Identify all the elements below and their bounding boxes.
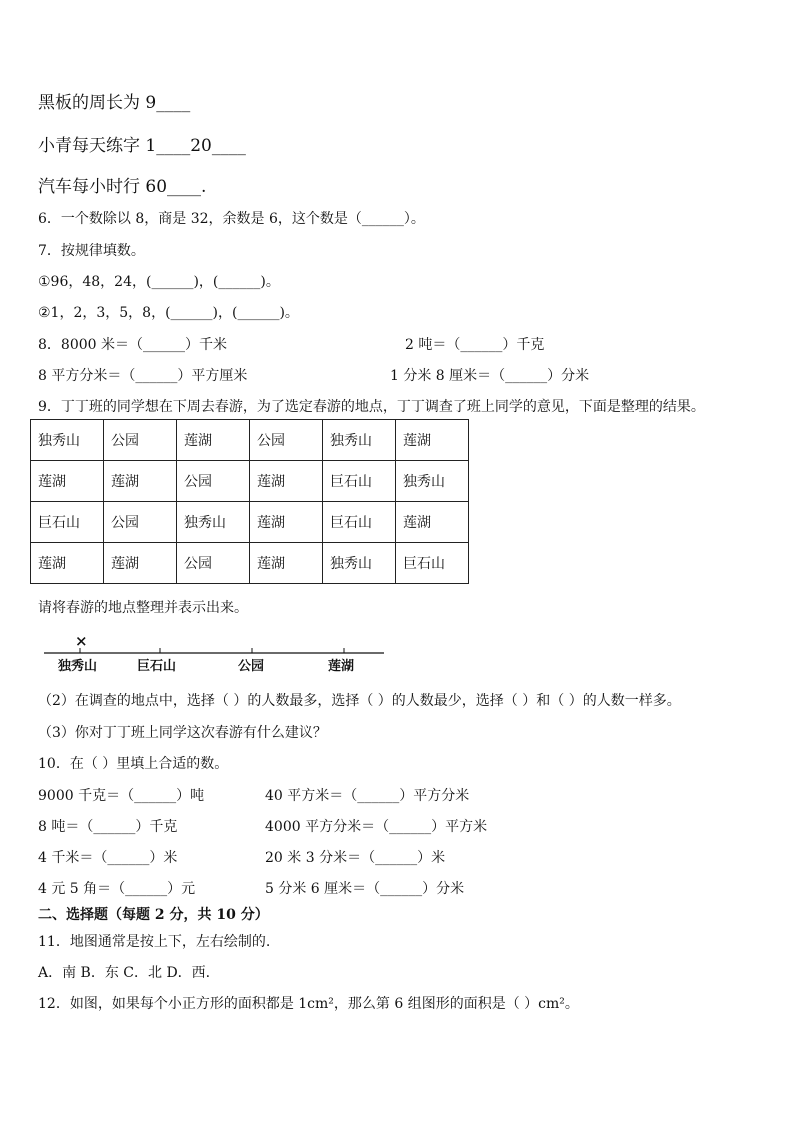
question-10: 10．在（ ）里填上合适的数。 — [38, 756, 229, 772]
axis-label-jushishan: 巨石山 — [137, 659, 177, 674]
question-8-item-3: 8 平方分米＝（______）平方厘米 — [38, 368, 248, 384]
question-7-part-1: ①96，48，24，(______)，(______)。 — [38, 274, 280, 290]
table-cell: 莲湖 — [250, 543, 323, 584]
table-cell: 公园 — [104, 420, 177, 461]
section-2-heading: 二、选择题（每题 2 分，共 10 分） — [38, 907, 269, 923]
axis-label-duxiushan: 独秀山 — [58, 659, 98, 674]
table-cell: 莲湖 — [104, 461, 177, 502]
table-cell: 莲湖 — [31, 461, 104, 502]
survey-table — [30, 419, 469, 584]
question-6: 6．一个数除以 8，商是 32，余数是 6，这个数是（______）。 — [38, 211, 425, 227]
table-cell: 巨石山 — [323, 502, 396, 543]
question-10-item-2: 40 平方米＝（______）平方分米 — [265, 788, 470, 804]
question-10-item-7: 4 元 5 角＝（______）元 — [38, 881, 196, 897]
table-cell: 巨石山 — [323, 461, 396, 502]
axis-x-mark: × — [75, 632, 88, 650]
table-cell: 公园 — [177, 543, 250, 584]
table-cell: 巨石山 — [396, 543, 469, 584]
table-cell: 莲湖 — [250, 502, 323, 543]
car-speed-line: 汽车每小时行 60____. — [38, 177, 207, 197]
question-9-part-2: （2）在调查的地点中，选择（ ）的人数最多，选择（ ）的人数最少，选择（ ）和（ ）的人数一样多。 — [38, 693, 681, 709]
table-cell: 莲湖 — [104, 543, 177, 584]
blackboard-perimeter-line: 黑板的周长为 9____ — [38, 93, 191, 113]
table-cell: 公园 — [177, 461, 250, 502]
table-cell: 独秀山 — [323, 420, 396, 461]
table-cell: 独秀山 — [177, 502, 250, 543]
table-cell: 莲湖 — [396, 502, 469, 543]
question-8-item-2: 2 吨＝（______）千克 — [405, 337, 545, 353]
table-cell: 莲湖 — [396, 420, 469, 461]
table-row — [31, 543, 469, 584]
question-10-item-8: 5 分米 6 厘米＝（______）分米 — [265, 881, 465, 897]
table-cell: 独秀山 — [323, 543, 396, 584]
table-row — [31, 502, 469, 543]
table-cell: 莲湖 — [177, 420, 250, 461]
table-cell: 巨石山 — [31, 502, 104, 543]
question-9-part-3: （3）你对丁丁班上同学这次春游有什么建议？ — [38, 725, 327, 741]
question-11-options: A．南 B．东 C．北 D．西. — [38, 965, 211, 981]
axis-label-gongyuan: 公园 — [238, 659, 265, 674]
table-cell: 独秀山 — [396, 461, 469, 502]
question-8-item-4: 1 分米 8 厘米＝（______）分米 — [390, 368, 590, 384]
table-cell: 莲湖 — [31, 543, 104, 584]
question-12: 12．如图，如果每个小正方形的面积都是 1cm²，那么第 6 组图形的面积是（ ）cm²。 — [38, 996, 579, 1012]
question-9: 9．丁丁班的同学想在下周去春游，为了选定春游的地点，丁丁调查了班上同学的意见，下面是整理的结果。 — [38, 399, 705, 415]
question-10-item-3: 8 吨＝（______）千克 — [38, 819, 178, 835]
table-row — [31, 461, 469, 502]
table-cell: 莲湖 — [250, 461, 323, 502]
daily-writing-line: 小青每天练字 1____20____ — [38, 136, 246, 156]
table-cell: 公园 — [250, 420, 323, 461]
question-7-part-2: ②1，2，3，5，8，(______)，(______)。 — [38, 305, 299, 321]
question-10-item-1: 9000 千克＝（______）吨 — [38, 788, 205, 804]
question-11: 11．地图通常是按上下，左右绘制的. — [38, 934, 271, 950]
axis-label-lianhu: 莲湖 — [328, 659, 355, 674]
table-row — [31, 420, 469, 461]
table-cell: 公园 — [104, 502, 177, 543]
question-10-item-5: 4 千米＝（______）米 — [38, 850, 178, 866]
question-8-item-1: 8．8000 米＝（______）千米 — [38, 337, 227, 353]
table-cell: 独秀山 — [31, 420, 104, 461]
question-10-item-6: 20 米 3 分米＝（______）米 — [265, 850, 446, 866]
question-7: 7．按规律填数。 — [38, 243, 145, 259]
question-10-item-4: 4000 平方分米＝（______）平方米 — [265, 819, 488, 835]
question-9-instruction: 请将春游的地点整理并表示出来。 — [38, 600, 248, 616]
